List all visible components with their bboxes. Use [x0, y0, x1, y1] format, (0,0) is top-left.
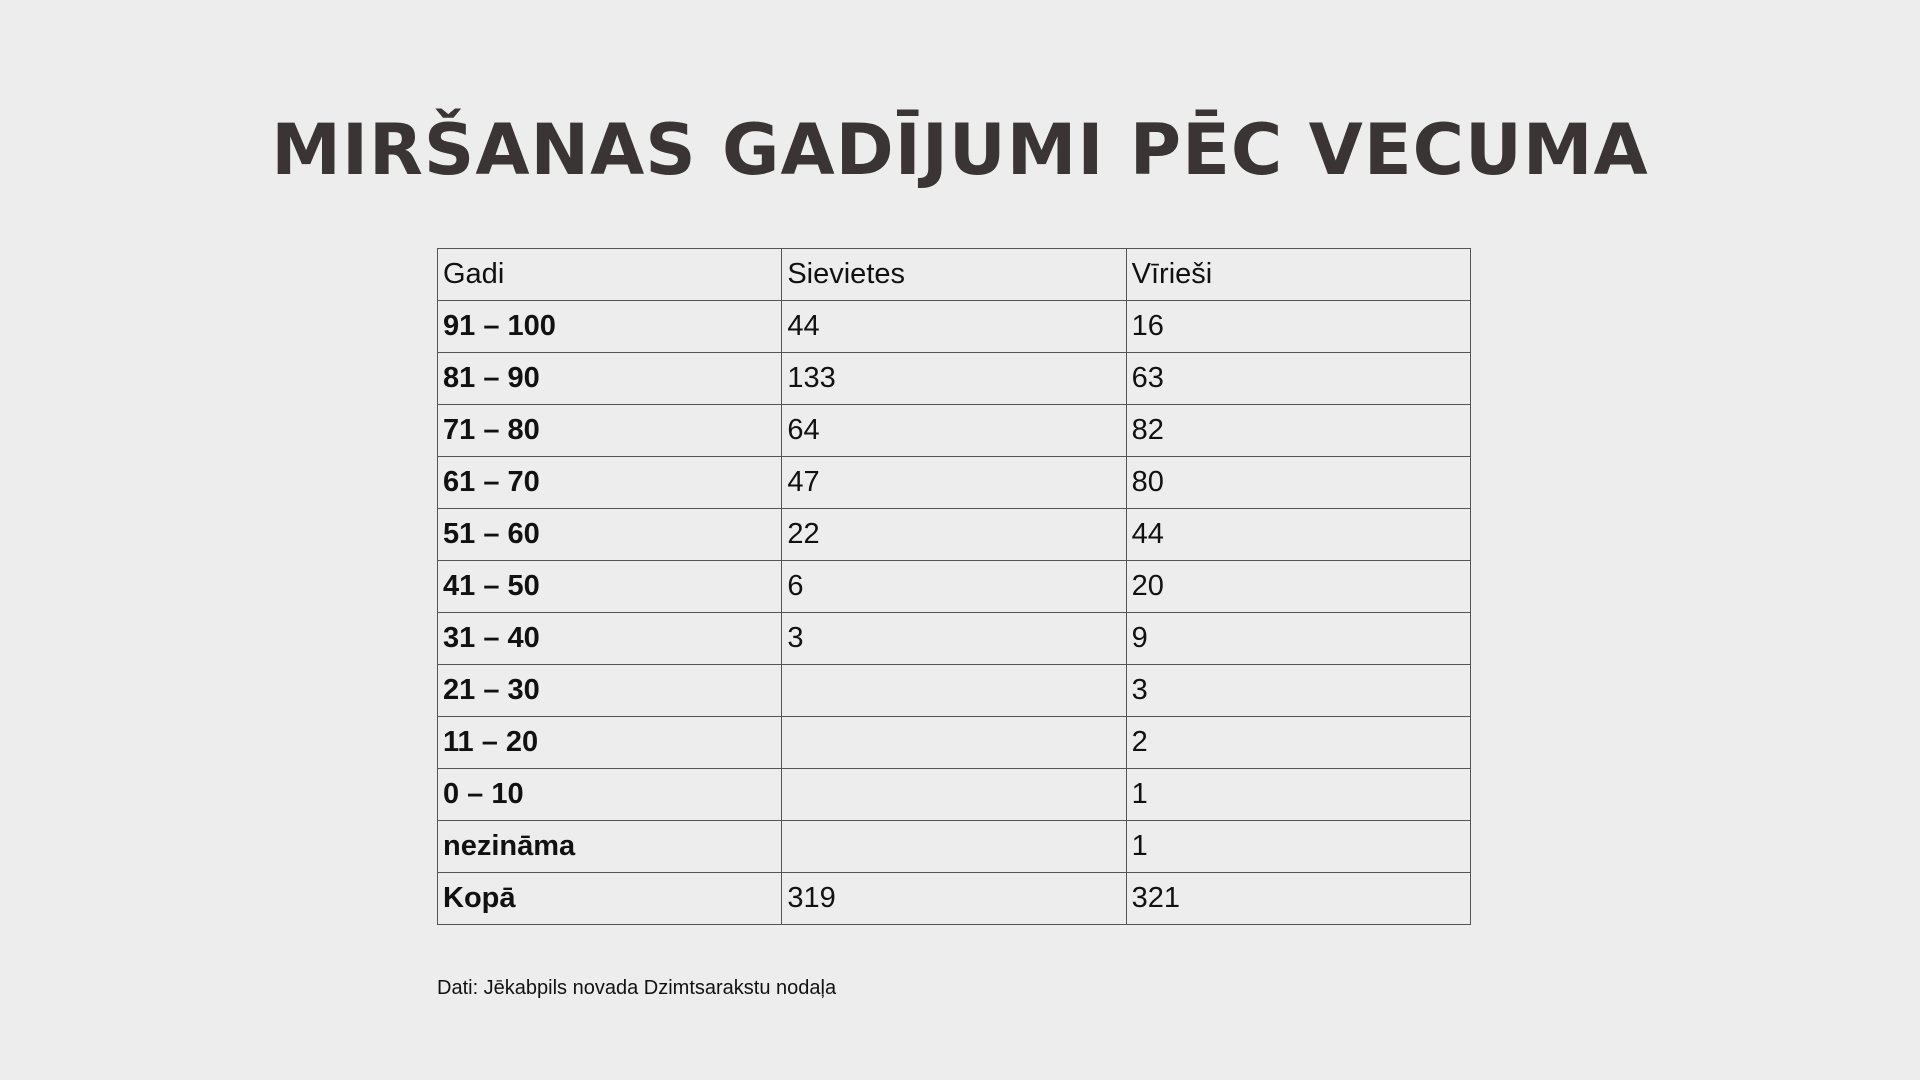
men-count-cell: 63 — [1126, 353, 1470, 405]
table-row — [438, 613, 1471, 665]
women-count-cell: 3 — [782, 613, 1126, 665]
table-row — [438, 821, 1471, 873]
men-count-cell: 2 — [1126, 717, 1470, 769]
table-row — [438, 561, 1471, 613]
women-count-cell — [782, 769, 1126, 821]
table-row — [438, 769, 1471, 821]
men-count-cell: 16 — [1126, 301, 1470, 353]
women-count-cell: 6 — [782, 561, 1126, 613]
men-count-cell: 44 — [1126, 509, 1470, 561]
women-count-cell: 133 — [782, 353, 1126, 405]
women-count-cell — [782, 717, 1126, 769]
men-total-cell: 321 — [1126, 873, 1470, 925]
women-count-cell: 47 — [782, 457, 1126, 509]
women-count-cell: 22 — [782, 509, 1126, 561]
table-row — [438, 665, 1471, 717]
women-count-cell: 64 — [782, 405, 1126, 457]
age-group-cell: 91 – 100 — [438, 301, 782, 353]
deaths-by-age-table — [437, 248, 1471, 925]
table-row — [438, 301, 1471, 353]
page-title: MIRŠANAS GADĪJUMI PĒC VECUMA — [271, 109, 1649, 191]
total-label-cell: Kopā — [438, 873, 782, 925]
age-group-cell: 51 – 60 — [438, 509, 782, 561]
age-group-cell: 81 – 90 — [438, 353, 782, 405]
men-count-cell: 80 — [1126, 457, 1470, 509]
men-count-cell: 82 — [1126, 405, 1470, 457]
women-count-cell: 44 — [782, 301, 1126, 353]
age-group-cell: 61 – 70 — [438, 457, 782, 509]
age-group-cell: 41 – 50 — [438, 561, 782, 613]
source-note: Dati: Jēkabpils novada Dzimtsarakstu nodaļa — [437, 977, 837, 999]
table-row — [438, 717, 1471, 769]
age-group-cell: 71 – 80 — [438, 405, 782, 457]
table-row-total — [438, 873, 1471, 925]
column-header-age: Gadi — [438, 249, 782, 301]
table-row — [438, 509, 1471, 561]
table-row — [438, 353, 1471, 405]
men-count-cell: 20 — [1126, 561, 1470, 613]
men-count-cell: 1 — [1126, 821, 1470, 873]
table-row — [438, 405, 1471, 457]
women-total-cell: 319 — [782, 873, 1126, 925]
age-group-cell: 11 – 20 — [438, 717, 782, 769]
men-count-cell: 1 — [1126, 769, 1470, 821]
men-count-cell: 9 — [1126, 613, 1470, 665]
table-body — [438, 301, 1471, 925]
table-header — [438, 249, 1471, 301]
table-header-row — [438, 249, 1471, 301]
age-group-cell: 31 – 40 — [438, 613, 782, 665]
table-row — [438, 457, 1471, 509]
women-count-cell — [782, 665, 1126, 717]
men-count-cell: 3 — [1126, 665, 1470, 717]
age-group-cell: 21 – 30 — [438, 665, 782, 717]
column-header-men: Vīrieši — [1126, 249, 1470, 301]
age-group-cell: 0 – 10 — [438, 769, 782, 821]
column-header-women: Sievietes — [782, 249, 1126, 301]
age-group-cell: nezināma — [438, 821, 782, 873]
women-count-cell — [782, 821, 1126, 873]
